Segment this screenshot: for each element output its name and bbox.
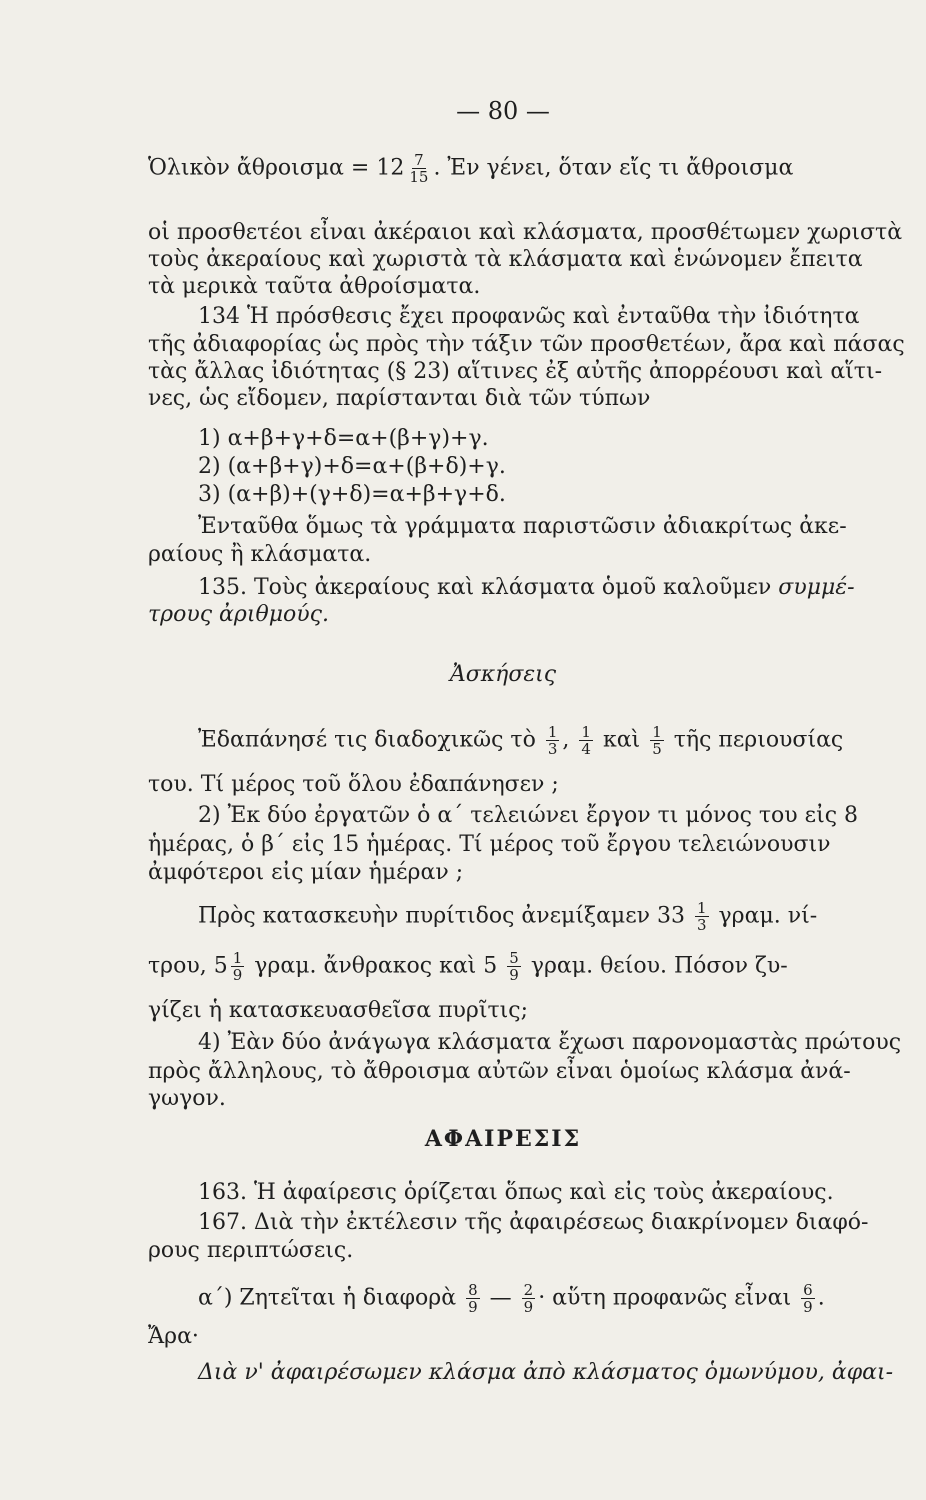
fraction-numerator: 1	[696, 899, 707, 917]
formula-line: 2) (α+β+γ)+δ=α+(β+δ)+γ.	[198, 454, 506, 479]
italic-term: συμμέ-	[778, 575, 855, 600]
fraction-denominator: 9	[523, 1298, 534, 1316]
exercises-heading: Ἀσκήσεις	[449, 662, 557, 687]
text-line: πρὸς ἄλληλους, τὸ ἄθροισμα αὐτῶν εἶναι ὁμοίως κλάσμα ἀνά-	[148, 1059, 851, 1084]
text-line	[148, 152, 908, 185]
fraction-denominator: 3	[547, 740, 558, 758]
text-run: Ὁλικὸν ἄθροισμα = 12	[148, 155, 405, 181]
fraction-denominator: 9	[803, 1298, 813, 1316]
text-line: του. Τί μέρος τοῦ ὅλου ἐδαπάνησεν ;	[148, 772, 559, 797]
text-line	[148, 573, 908, 603]
text-line: ρους περιπτώσεις.	[148, 1238, 354, 1263]
page-number: — 80 —	[456, 97, 550, 125]
fraction-denominator: 15	[409, 168, 429, 186]
text-run: γραμ. ἄνθρακος καὶ 5	[254, 953, 498, 979]
text-run: Ἐδαπάνησέ τις διαδοχικῶς τὸ	[198, 727, 536, 753]
text-line: 167. Διὰ τὴν ἐκτέλεσιν τῆς ἀφαιρέσεως διακρίνομεν διαφό-	[198, 1210, 869, 1235]
fraction-numerator: 1	[581, 723, 591, 741]
fraction	[231, 950, 245, 983]
text-line	[148, 950, 908, 983]
fraction	[522, 1282, 536, 1315]
fraction-numerator: 1	[652, 723, 662, 741]
text-line: τὰ μερικὰ ταῦτα ἀθροίσματα.	[148, 274, 481, 299]
fraction	[801, 1282, 815, 1315]
fraction-denominator: 4	[581, 740, 591, 758]
text-line: οἱ προσθετέοι εἶναι ἀκέραιοι καὶ κλάσματα, προσθέτωμεν χωριστὰ	[148, 220, 903, 245]
fraction-denominator: 3	[696, 916, 707, 934]
fraction	[546, 724, 560, 757]
text-line: τοὺς ἀκεραίους καὶ χωριστὰ τὰ κλάσματα καὶ ἑνώνομεν ἔπειτα	[148, 247, 863, 272]
text-run: γραμ. θείου. Πόσον ζυ-	[530, 953, 788, 979]
text-line: τῆς ἀδιαφορίας ὡς πρὸς τὴν τάξιν τῶν προσθετέων, ἄρα καὶ πάσας	[148, 332, 905, 357]
text-line: νες, ὡς εἴδομεν, παρίστανται διὰ τῶν τύπων	[148, 386, 651, 411]
fraction	[466, 1282, 480, 1315]
text-run: α΄) Ζητεῖται ἡ διαφορὰ	[198, 1285, 457, 1311]
text-line	[148, 1282, 908, 1315]
text-run: . Ἐν γένει, ὅταν εἴς τι ἄθροισμα	[433, 155, 794, 181]
text-line: Ἐδαπάνησέ τις διαδοχικῶς τὸ $\frac{1}{3}$ , $\frac{1}{4}$ καὶ $\frac{1}{5}$ τῆς περιουσίας	[198, 723, 844, 758]
text-line: 134 Ἡ πρόσθεσις ἔχει προφανῶς καὶ ἐνταῦθα τὴν ἰδιότητα	[198, 304, 860, 329]
fraction-denominator: 9	[468, 1298, 478, 1316]
fraction	[579, 724, 593, 757]
fraction	[407, 152, 430, 185]
text-run: · αὕτη προφανῶς εἶναι	[538, 1285, 792, 1311]
text-run: τρου, 5	[148, 953, 228, 979]
fraction	[650, 724, 664, 757]
fraction-numerator: 1	[547, 723, 558, 741]
fraction-denominator: 9	[509, 966, 519, 984]
text-line: ἀμφότεροι εἰς μίαν ἡμέραν ;	[148, 860, 464, 885]
text-line: 4) Ἐὰν δύο ἀνάγωγα κλάσματα ἔχωσι παρονομαστὰς πρώτους	[198, 1030, 902, 1055]
text-line: 163. Ἡ ἀφαίρεσις ὁρίζεται ὅπως καὶ εἰς τοὺς ἀκεραίους.	[198, 1180, 834, 1205]
fraction-numerator: 6	[803, 1281, 813, 1299]
text-line: γίζει ἡ κατασκευασθεῖσα πυρῖτις;	[148, 998, 528, 1023]
section-heading: ΑΦΑΙΡΕΣΙΣ	[424, 1126, 582, 1152]
text-run: γραμ. νί-	[718, 903, 818, 929]
fraction-denominator: 9	[232, 966, 243, 984]
text-line	[148, 900, 908, 933]
text-line: 2) Ἐκ δύο ἐργατῶν ὁ α΄ τελειώνει ἔργον τι μόνος του εἰς 8	[198, 803, 858, 828]
text-run: —	[489, 1285, 512, 1311]
text-line: Ἐνταῦθα ὅμως τὰ γράμματα παριστῶσιν ἀδιακρίτως ἀκε-	[198, 514, 847, 539]
fraction-numerator: 5	[509, 949, 519, 967]
text-run: Πρὸς κατασκευὴν πυρίτιδος ἀνεμίξαμεν 33	[198, 903, 685, 929]
text-line: τρους ἀριθμούς.	[148, 602, 329, 627]
text-run: .	[817, 1285, 825, 1311]
fraction	[695, 900, 709, 933]
fraction-numerator: 7	[414, 151, 424, 169]
text-run: τῆς περιουσίας	[673, 727, 844, 753]
formula-line: 3) (α+β)+(γ+δ)=α+β+γ+δ.	[198, 482, 506, 507]
fraction-denominator: 5	[652, 740, 662, 758]
text-run: 135. Τοὺς ἀκεραίους καὶ κλάσματα ὁμοῦ καλοῦμεν	[198, 575, 779, 600]
text-run: καὶ	[602, 727, 641, 753]
fraction	[507, 950, 521, 983]
text-line: Διὰ ν' ἀφαιρέσωμεν κλάσμα ἀπὸ κλάσματος ὁμωνύμου, ἀφαι-	[198, 1360, 894, 1385]
text-line: Ἄρα·	[148, 1324, 199, 1349]
formula-line: 1) α+β+γ+δ=α+(β+γ)+γ.	[198, 426, 489, 451]
fraction-numerator: 8	[468, 1281, 478, 1299]
text-line: ραίους ἢ κλάσματα.	[148, 542, 372, 567]
fraction-numerator: 1	[232, 949, 243, 967]
text-line: τὰς ἄλλας ἰδιότητας (§ 23) αἵτινες ἐξ αὐτῆς ἀπορρέουσι καὶ αἵτι-	[148, 359, 883, 384]
text-line: ἡμέρας, ὁ β΄ εἰς 15 ἡμέρας. Τί μέρος τοῦ ἔργου τελειώνουσιν	[148, 832, 831, 857]
text-line: γωγον.	[148, 1086, 226, 1111]
fraction-numerator: 2	[523, 1281, 534, 1299]
